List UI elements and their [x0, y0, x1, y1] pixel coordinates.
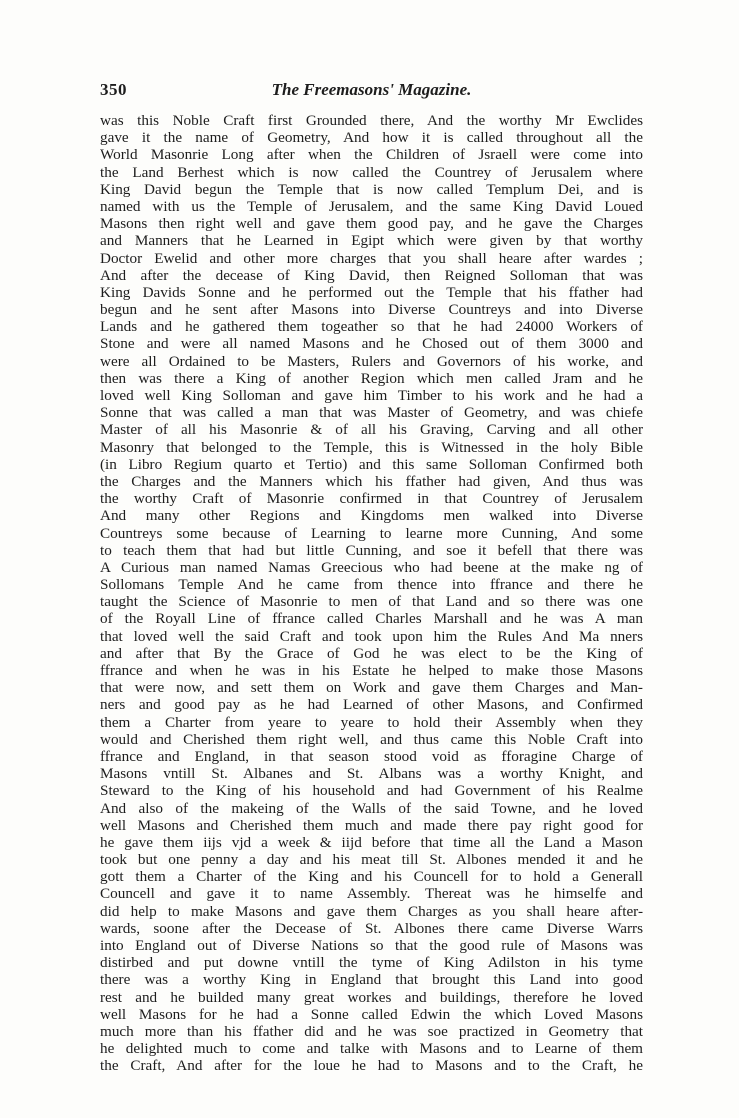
text-line: rest and he builded many great workes and buildings, therefore he loved: [100, 988, 643, 1006]
text-line: Councell and gave it to name Assembly. Thereat was he himselfe and: [100, 885, 643, 903]
text-line: Doctor Ewelid and other more charges that you shall heare after wardes ;: [100, 249, 643, 267]
text-line: ners and good pay as he had Learned of other Masons, and Confirmed: [100, 696, 643, 714]
text-line: King Davids Sonne and he performed out the Temple that his ffather had: [100, 283, 643, 301]
text-line: and Manners that he Learned in Egipt which were given by that worthy: [100, 232, 643, 250]
text-line: (in Libro Regium quarto et Tertio) and this same Solloman Confirmed both: [100, 455, 643, 473]
text-line: would and Cherished them right well, and thus came this Noble Craft into: [100, 730, 643, 748]
text-line: gott them a Charter of the King and his Councell for to hold a Generall: [100, 868, 643, 886]
text-line: was this Noble Craft first Grounded there, And the worthy Mr Ewclides: [100, 112, 643, 129]
text-line: Masons vntill St. Albanes and St. Albans was a worthy Knight, and: [100, 765, 643, 783]
text-line: the Charges and the Manners which his ffather had given, And thus was: [100, 472, 643, 490]
text-line: begun and he sent after Masons into Diverse Countreys and into Diverse: [100, 301, 643, 319]
text-line: of the Royall Line of ffrance called Charles Marshall and he was A man: [100, 610, 643, 628]
text-line: And also of the makeing of the Walls of the said Towne, and he loved: [100, 799, 643, 817]
text-line: named with us the Temple of Jerusalem, and the same King David Loued: [100, 197, 643, 215]
page-header: [100, 80, 643, 102]
text-line: into England out of Diverse Nations so that the good rule of Masons was: [100, 937, 643, 954]
text-line: that loved well the said Craft and took upon him the Rules And Ma nners: [100, 627, 643, 645]
text-line: Stone and were all named Masons and he Chosed out of them 3000 and: [100, 335, 643, 353]
text-line: A Curious man named Namas Greecious who had beene at the make ng of: [100, 558, 643, 576]
text-line: World Masonrie Long after when the Children of Jsraell were come into: [100, 146, 643, 164]
text-line: gave it the name of Geometry, And how it is called throughout all the: [100, 129, 643, 147]
text-line: Master of all his Masonrie & of all his Graving, Carving and all other: [100, 421, 643, 439]
text-line: well Masons and Cherished them much and made there pay right good for: [100, 816, 643, 834]
text-line: much more than his ffather did and he was soe practized in Geometry that: [100, 1022, 643, 1040]
text-line: King David begun the Temple that is now called Templum Dei, and is: [100, 180, 643, 198]
text-line: did help to make Masons and gave them Charges as you shall heare after-: [100, 902, 643, 920]
text-line: Countreys some because of Learning to learne more Cunning, And some: [100, 524, 643, 542]
text-line: Steward to the King of his household and had Government of his Realme: [100, 782, 643, 800]
text-line: And after the decease of King David, then Reigned Solloman that was: [100, 266, 643, 284]
text-line: wards, soone after the Decease of St. Albones there came Diverse Warrs: [100, 919, 643, 937]
text-line: taught the Science of Masonrie to men of that Land and so there was one: [100, 593, 643, 611]
text-line: Masons then right well and gave them good pay, and he gave the Charges: [100, 215, 643, 233]
running-title: The Freemasons' Magazine.: [271, 80, 472, 99]
text-line: took but one penny a day and his meat till St. Albones mended it and he: [100, 851, 643, 869]
text-line: ffrance and England, in that season stood void as fforagine Charge of: [100, 747, 643, 765]
text-line: then was there a King of another Region which men called Jram and he: [100, 369, 643, 387]
text-line: loved well King Solloman and gave him Timber to his work and he had a: [100, 387, 643, 404]
text-line: Masonry that belonged to the Temple, this is Witnessed in the holy Bible: [100, 438, 643, 456]
text-line: well Masons for he had a Sonne called Edwin the which Loved Masons: [100, 1005, 643, 1023]
text-line: to teach them that had but little Cunning, and soe it befell that there was: [100, 541, 643, 559]
text-line: And many other Regions and Kingdoms men walked into Diverse: [100, 507, 643, 525]
text-line: Sollomans Temple And he came from thence into ffrance and there he: [100, 576, 643, 594]
page-number: 350: [100, 80, 127, 99]
text-line: the Land Berhest which is now called the Countrey of Jerusalem where: [100, 163, 643, 181]
body-text: [100, 112, 643, 1075]
text-line: that were now, and sett them on Work and gave them Charges and Man-: [100, 679, 643, 697]
text-line: the worthy Craft of Masonrie confirmed in that Countrey of Jerusalem: [100, 490, 643, 508]
text-line: Sonne that was called a man that was Master of Geometry, and was chiefe: [100, 404, 643, 422]
text-line: were all Ordained to be Masters, Rulers and Governors of his worke, and: [100, 352, 643, 370]
text-line: ffrance and when he was in his Estate he helped to make those Masons: [100, 662, 643, 679]
text-line: the Craft, And after for the loue he had to Masons and to the Craft, he: [100, 1057, 643, 1075]
text-line: there was a worthy King in England that brought this Land into good: [100, 971, 643, 989]
text-line: distirbed and put downe vntill the tyme of King Adilston in his tyme: [100, 954, 643, 972]
text-line: them a Charter from yeare to yeare to hold their Assembly when they: [100, 713, 643, 731]
text-line: he gave them iijs vjd a week & iijd before that time all the Land a Mason: [100, 833, 643, 851]
text-line: he delighted much to come and talke with Masons and to Learne of them: [100, 1040, 643, 1058]
text-line: and after that By the Grace of God he was elect to be the King of: [100, 644, 643, 662]
text-line: Lands and he gathered them togeather so that he had 24000 Workers of: [100, 318, 643, 336]
